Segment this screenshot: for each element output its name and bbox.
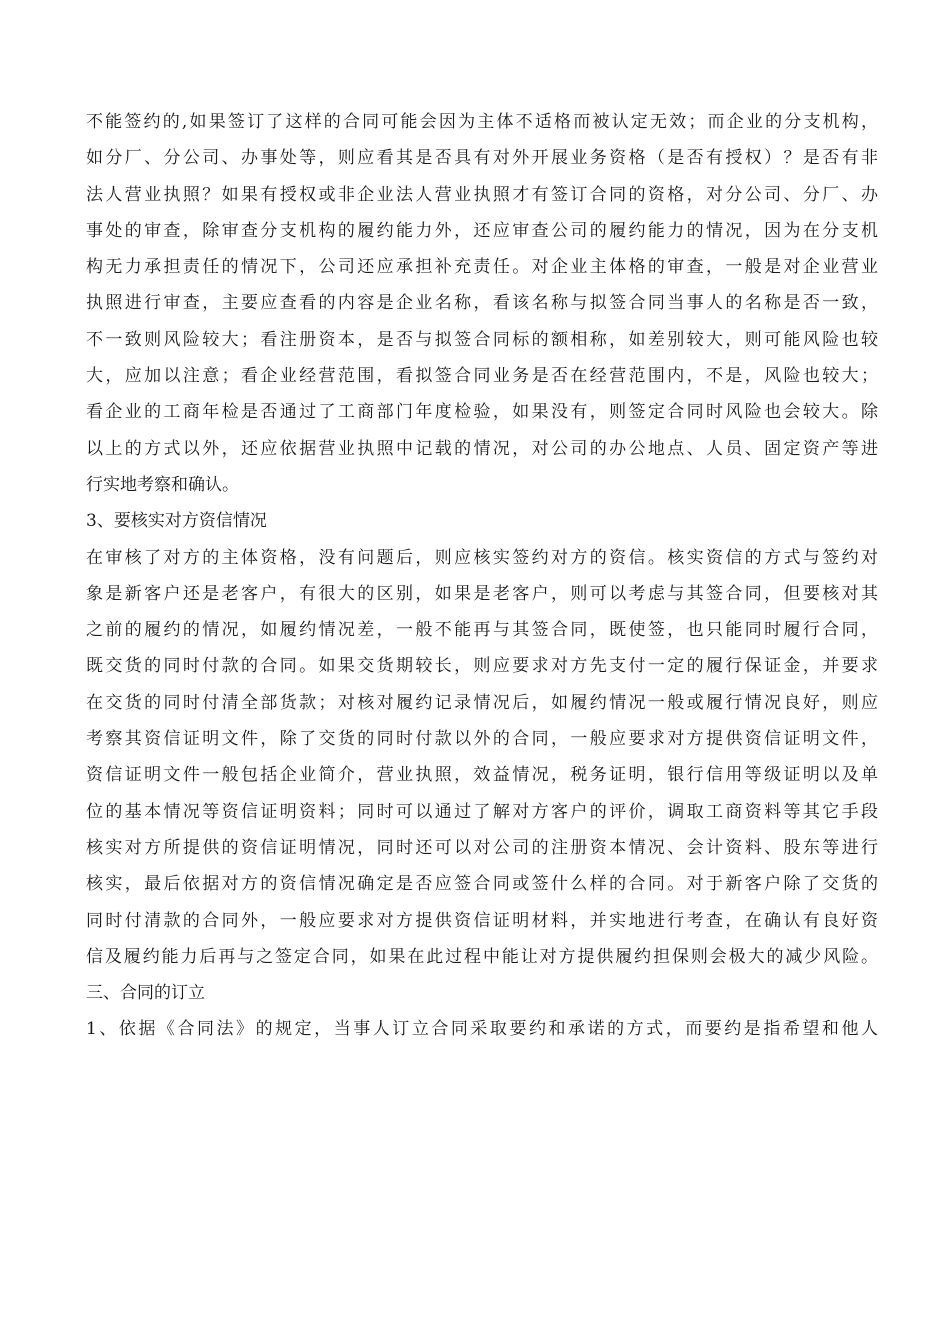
text-line: 执照进行审查，主要应查看的内容是企业名称，看该名称与拟签合同当事人的名称是否一致， [86, 293, 878, 314]
text-line: 法人营业执照？如果有授权或非企业法人营业执照才有签订合同的资格，对分公司、分厂、办 [86, 184, 878, 205]
text-line: 1、依据《合同法》的规定，当事人订立合同采取要约和承诺的方式，而要约是指希望和他人 [86, 1019, 878, 1040]
text-line: 既交货的同时付款的合同。如果交货期较长，则应要求对方先支付一定的履行保证金，并要求 [86, 656, 878, 677]
text-line: 位的基本情况等资信证明资料；同时可以通过了解对方客户的评价，调取工商资料等其它手段 [86, 801, 878, 822]
text-line: 如分厂、分公司、办事处等，则应看其是否具有对外开展业务资格（是否有授权）？是否有非 [86, 148, 878, 169]
section-heading: 3、要核实对方资信情况 [86, 511, 267, 532]
text-line: 核实对方所提供的资信证明情况，同时还可以对公司的注册资本情况、会计资料、股东等进行 [86, 837, 878, 858]
text-line: 不一致则风险较大；看注册资本，是否与拟签合同标的额相称，如差别较大，则可能风险也较 [86, 329, 878, 350]
text-line: 在审核了对方的主体资格，没有问题后，则应核实签约对方的资信。核实资信的方式与签约对 [86, 547, 878, 568]
text-line: 看企业的工商年检是否通过了工商部门年度检验，如果没有，则签定合同时风险也会较大。除 [86, 402, 878, 423]
text-line: 同时付清款的合同外，一般应要求对方提供资信证明材料，并实地进行考查，在确认有良好资 [86, 910, 878, 931]
text-line: 构无力承担责任的情况下，公司还应承担补充责任。对企业主体格的审查，一般是对企业营业 [86, 257, 878, 278]
text-line: 以上的方式以外，还应依据营业执照中记载的情况，对公司的办公地点、人员、固定资产等进 [86, 438, 878, 459]
text-line: 资信证明文件一般包括企业简介，营业执照，效益情况，税务证明，银行信用等级证明以及单 [86, 765, 878, 786]
text-line: 行实地考察和确认。 [86, 474, 239, 495]
document-page [86, 104, 878, 1048]
text-line: 信及履约能力后再与之签定合同，如果在此过程中能让对方提供履约担保则会极大的减少风险。 [86, 946, 878, 967]
text-line: 在交货的同时付清全部货款；对核对履约记录情况后，如履约情况一般或履行情况良好，则应 [86, 692, 878, 713]
text-line: 大，应加以注意；看企业经营范围，看拟签合同业务是否在经营范围内，不是，风险也较大； [86, 366, 878, 387]
section-heading: 三、合同的订立 [86, 983, 205, 1004]
text-line: 事处的审查，除审查分支机构的履约能力外，还应审查公司的履约能力的情况，因为在分支机 [86, 220, 878, 241]
text-line: 考察其资信证明文件，除了交货的同时付款以外的合同，一般应要求对方提供资信证明文件， [86, 729, 878, 750]
text-line: 之前的履约的情况，如履约情况差，一般不能再与其签合同，既使签，也只能同时履行合同， [86, 620, 878, 641]
text-line: 不能签约的,如果签订了这样的合同可能会因为主体不适格而被认定无效；而企业的分支机构， [86, 112, 878, 132]
text-line: 核实，最后依据对方的资信情况确定是否应签合同或签什么样的合同。对于新客户除了交货的 [86, 874, 878, 895]
text-line: 象是新客户还是老客户，有很大的区别，如果是老客户，则可以考虑与其签合同，但要核对其 [86, 583, 878, 604]
